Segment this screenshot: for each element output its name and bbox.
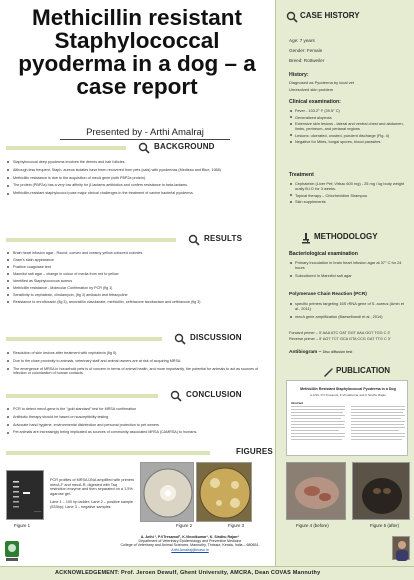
acknowledgement-text: ACKNOWLEDGEMENT: Prof. Jeroen Dewulf, Ghent University, AMCRA, Dean COVAS Mannuthy <box>55 570 321 576</box>
list-item: Gram's stain appearance <box>6 258 268 263</box>
list-item: Advocate hand hygiene, environmental disinfection and personal protection to pet owners <box>6 423 268 428</box>
age-text: Age: 7 years <box>289 38 315 43</box>
header-bar <box>6 337 162 341</box>
treatment-label: Treatment <box>289 172 314 178</box>
publication-thumbnail[interactable] <box>286 380 408 456</box>
history-line: Diagnosed as Pyoderma by local vet <box>289 80 354 85</box>
publication-label: PUBLICATION <box>336 366 391 375</box>
publication-heading: Methicillin Resistant Staphylococcal Pyoderma in a Dog <box>300 387 396 391</box>
presenter-line: Presented by - Arthi Amalraj <box>60 127 230 140</box>
list-item: Due to the close proximity to animals, veterinary staff and animal owners are at risk of acquiring MRSA. <box>6 359 268 364</box>
author-department: Department of Veterinary Epidemiology and Preventive Medicine <box>138 539 242 544</box>
list-item: specific primers targeting 16S rRNA gene of S. aureus (Amin et al., 2011) <box>289 301 409 311</box>
list-item: Positive coagulase test <box>6 265 268 270</box>
list-item: Fever - 103.2° F (39.5° C) <box>289 108 409 113</box>
list-item: Primary inoculation in brain heart infusion agar at 37° C for 24 hours <box>289 260 409 270</box>
list-item: Extensive skin lesions - lateral and ventral chest and abdomen, limbs, perineum, and perianal regions <box>289 121 409 131</box>
background-list <box>6 160 268 199</box>
clinical-label: Clinical examination: <box>289 99 341 105</box>
figure-3-antibiogram-image <box>196 462 252 522</box>
publication-abstract-label: Abstract <box>291 401 304 405</box>
list-item: Sensitivity to cephalexin, clindamycin, (fig 3) amikacin and tetracycline <box>6 293 268 298</box>
forward-primer: Forward primer – 5' AAA ATC GAT GGT AAA GGT TGG C 3' <box>289 331 391 335</box>
figure-3-caption: Figure 3 <box>228 523 245 528</box>
figure-1-caption: Figure 1 <box>14 523 31 528</box>
discussion-header <box>176 333 276 345</box>
figures-label: FIGURES <box>236 447 273 456</box>
list-item: Skin supplements <box>289 199 409 204</box>
header-bar <box>6 394 158 398</box>
list-item: Although less frequent, Staph. aureus isolates have been recovered from pets (cats) with pyodermas (Medleau and Blue, 1988) <box>6 168 268 173</box>
treatment-list <box>289 181 409 206</box>
poster-title: Methicillin resistant Staphylococcal pyoderma in a dog – a case report <box>18 5 256 99</box>
figure-2-caption: Figure 2 <box>176 523 193 528</box>
list-item: Antibiotic therapy should be based on susceptibility testing <box>6 415 268 420</box>
methodology-label: METHODOLOGY <box>314 232 378 241</box>
author-college: College of Veterinary and Animal Sciences, Mannuthy, Thrissur, Kerala, India – 680651. <box>120 543 260 548</box>
figure-4-before-photo <box>286 462 346 520</box>
publication-authors: A.Arthi, P.V.Tresamol, K.Vinodkumar and K.Sindhu Rajan <box>309 393 387 397</box>
list-item: Staphylococcal deep pyoderma involves the dermis and hair follicles. <box>6 160 268 165</box>
discussion-label: DISCUSSION <box>190 333 242 342</box>
author-block <box>95 535 285 552</box>
magnifier-icon <box>170 390 182 402</box>
university-logo <box>4 540 20 562</box>
author-email[interactable]: Arthi.Amalraj@kvasu.in <box>171 547 209 552</box>
list-item: mecA gene amplification (Baeselbandl et al., 2014) <box>289 314 409 319</box>
history-label: History: <box>289 72 309 78</box>
list-item: Cephalexin (Liver Pet; Virbac 600 mg) - 25 mg / kg body weight orally B.I.D for 3 weeks. <box>289 181 409 191</box>
list-item: Mannitol salt agar – change in colour of media from red to yellow <box>6 272 268 277</box>
bacteriological-list <box>289 260 409 280</box>
publication-text-lines <box>291 406 405 454</box>
list-item: Resistance to enrofloxacin (fig 3), amoxicillin clavulanate, methicillin, ceftriaxone tazobactam and ceftriaxone (fig 3) <box>6 300 268 305</box>
discussion-list <box>6 351 268 379</box>
breed-text: Breed: Rottweiler <box>289 58 325 63</box>
microscope-icon <box>300 232 312 244</box>
petri-dish-graphic <box>141 463 194 522</box>
figure-2-culture-image <box>140 462 194 522</box>
figure-5-caption: Figure 5 (after) <box>370 523 400 528</box>
gel-bands-graphic <box>7 471 44 520</box>
case-history-label: CASE HISTORY <box>300 11 360 20</box>
results-label: RESULTS <box>204 234 243 243</box>
antibiogram-line <box>289 350 352 355</box>
figure-5-after-photo <box>352 462 410 520</box>
list-item: The protein (PBP2a) has a very low affinity for β-lactams antibiotics and confers resistance to beta-lactams. <box>6 183 268 188</box>
header-bar <box>6 451 210 455</box>
clinical-list <box>289 108 409 146</box>
magnifier-icon <box>138 142 150 154</box>
methodology-header <box>300 232 410 244</box>
list-item: PCR to detect mecA gene is the "gold standard" test for MRSA confirmation <box>6 407 268 412</box>
dog-lesion-graphic <box>287 463 346 520</box>
bacteriological-label: Bacteriological examination <box>289 251 358 257</box>
background-header <box>140 142 276 154</box>
column-divider <box>275 0 276 568</box>
list-item: The emergence of MRSA in household pets is of concern in terms of animal health, and more importantly, the potential for animals to act as sources of infection or colonization of human contacts. <box>6 367 268 376</box>
antibiogram-text: Disc diffusion test <box>322 350 353 354</box>
list-item: Methicillin resistance - Molecular Confirmation by PCR (fig 1) <box>6 286 268 291</box>
magnifier-icon <box>286 11 298 23</box>
list-item: Pet animals are increasingly being implicated as sources of community associated MRSA (CAMRSA) to humans. <box>6 430 268 435</box>
figure-4-caption: Figure 4 (before) <box>296 523 329 528</box>
pcr-label: Polymerase Chain Reaction (PCR) <box>289 292 367 297</box>
figure-1-gel-image <box>6 470 44 520</box>
author-names: A. Arthi ¹, P.VTresamol², K.Vinodkumar³, K. Sindhu Rajan⁴ <box>140 535 240 539</box>
header-bar <box>6 146 126 150</box>
case-history-header <box>286 11 406 23</box>
list-item: Brain heart infusion agar - Round, convex and creamy yellow coloured colonies <box>6 251 268 256</box>
list-item: Topical therapy – Chlorhexidine Shampoo <box>289 193 409 198</box>
dog-healed-graphic <box>353 463 410 520</box>
publication-header <box>322 366 412 378</box>
background-label: BACKGROUND <box>154 142 215 151</box>
lanes-note: Lane 1 – 100 bp ladder; Lane 2 – positive sample (533bp); Lane 3 – negative samples <box>50 500 134 509</box>
list-item: Resolution of skin lesions after treatment with cephalexin (fig 5) <box>6 351 268 356</box>
list-item: Lesions: ulcerated, crusted, purulent discharge (Fig. 4) <box>289 133 409 138</box>
results-header <box>190 234 276 246</box>
list-item: Negative for Mites, fungal spores, blood parasites <box>289 139 409 144</box>
pen-icon <box>322 366 334 378</box>
antibiogram-plate-graphic <box>197 463 252 522</box>
presenter-photo <box>392 536 410 560</box>
magnifier-icon <box>188 234 200 246</box>
list-item: Methicillin-resistant staphylococci pose major clinical challenges in the treatment of canine bacterial pyoderma. <box>6 191 268 196</box>
results-list <box>6 251 268 307</box>
gender-text: Gender: Female <box>289 48 323 53</box>
reverse-primer: Reverse primer – 5' AGT TCT GCA GTA CCG GAT TTG C 3' <box>289 337 391 341</box>
acknowledgement-bar <box>0 566 414 580</box>
list-item: Methicillin resistance is due to the acquisition of mecA gene (with PBP2a protein). <box>6 176 268 181</box>
conclusion-header <box>172 390 276 402</box>
list-item: Generalized alopecia <box>289 115 409 120</box>
pcr-note: PCR profiles of MRSA DNA amplified with primers mecA-F and mecA-R, digested with Taq restriction enzyme and then separated on a 1.5% agarose gel. <box>50 478 134 496</box>
pcr-list <box>289 301 409 321</box>
magnifier-icon <box>174 333 186 345</box>
history-line: Unresolved skin problem <box>289 87 334 92</box>
list-item: Subcultured in Mannitol salt agar <box>289 273 409 278</box>
list-item: Identified as Staphylococcus aureus <box>6 279 268 284</box>
header-bar <box>6 238 176 242</box>
antibiogram-label: Antibiogram – <box>289 350 322 355</box>
conclusion-list <box>6 407 268 438</box>
conclusion-label: CONCLUSION <box>186 390 242 399</box>
